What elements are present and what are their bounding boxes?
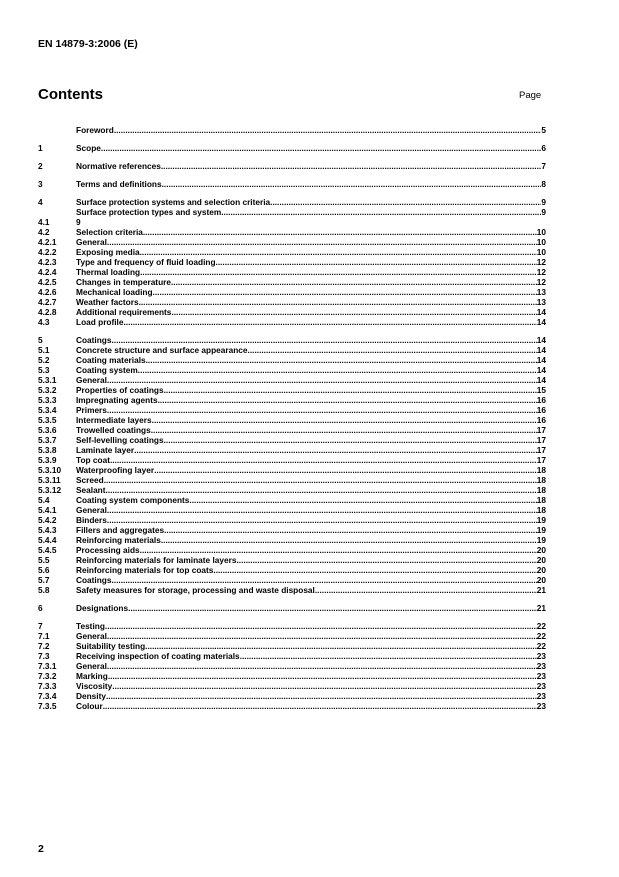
toc-entry-page: 10: [536, 247, 546, 257]
toc-entry-leader: [145, 641, 537, 651]
toc-entry-number: 4.2: [38, 227, 50, 237]
toc-entry-number: 2: [38, 161, 43, 171]
toc-entry-page: 18: [536, 505, 546, 515]
toc-entry[interactable]: [38, 415, 546, 425]
toc-entry-title: 9: [76, 217, 81, 227]
toc-entry-title: Reinforcing materials for laminate layers: [76, 555, 237, 565]
toc-entry-leader: [164, 525, 537, 535]
toc-entry-page: 22: [536, 621, 546, 631]
toc-entry-number: 5.4: [38, 495, 50, 505]
toc-entry-leader: [106, 485, 537, 495]
toc-entry-page: 16: [536, 395, 546, 405]
toc-entry-number: 5.1: [38, 345, 50, 355]
toc-entry-title: Terms and definitions: [76, 179, 162, 189]
page-title: Contents: [38, 86, 103, 103]
toc-entry-title: General: [76, 631, 107, 641]
toc-entry-page: 23: [536, 681, 546, 691]
toc-entry-leader: [105, 621, 537, 631]
toc-entry-page: 20: [536, 575, 546, 585]
toc-entry[interactable]: [38, 143, 546, 153]
toc-entry-leader: [128, 603, 537, 613]
toc-entry-leader: [143, 227, 537, 237]
toc-entry-title: Processing aids: [76, 545, 140, 555]
toc-entry[interactable]: [38, 475, 546, 485]
toc-entry-leader: [162, 179, 542, 189]
toc-entry-leader: [315, 585, 537, 595]
toc-entry-leader: [139, 297, 537, 307]
toc-entry-page: 23: [536, 651, 546, 661]
toc-entry-leader: [134, 445, 537, 455]
toc-entry[interactable]: [38, 585, 546, 595]
toc-entry-leader: [106, 691, 537, 701]
toc-entry-page: 14: [536, 365, 546, 375]
toc-entry-number: 4.1: [38, 217, 50, 227]
toc-entry-page: 10: [536, 227, 546, 237]
toc-entry-page: 5: [541, 125, 546, 135]
toc-entry-title: Changes in temperature: [76, 277, 171, 287]
toc-entry-number: 4: [38, 197, 43, 207]
toc-entry-title: General: [76, 505, 107, 515]
toc-entry-number: 4.2.3: [38, 257, 57, 267]
toc-entry[interactable]: [38, 317, 546, 327]
toc-entry-page: 14: [536, 345, 546, 355]
toc-entry-title: Fillers and aggregates: [76, 525, 165, 535]
toc-entry[interactable]: [38, 435, 546, 445]
toc-entry-leader: [140, 247, 537, 257]
toc-entry-leader: [112, 335, 537, 345]
toc-entry-number: 5: [38, 335, 43, 345]
toc-entry-leader: [101, 143, 541, 153]
toc-entry-title: Testing: [76, 621, 105, 631]
toc-entry-page: 16: [536, 405, 546, 415]
toc-entry-leader: [112, 575, 537, 585]
toc-entry-title: Foreword: [76, 125, 114, 135]
toc-entry-leader: [248, 345, 537, 355]
toc-entry[interactable]: [38, 365, 546, 375]
toc-entry-page: 19: [536, 525, 546, 535]
toc-entry-page: 14: [536, 317, 546, 327]
toc-entry-title: Coating materials: [76, 355, 146, 365]
toc-entry-title: Exposing media: [76, 247, 140, 257]
toc-entry-leader: [171, 307, 536, 317]
toc-entry-page: 18: [536, 475, 546, 485]
toc-entry-page: 23: [536, 661, 546, 671]
toc-entry-number: 7.3.4: [38, 691, 57, 701]
toc-entry-leader: [107, 631, 537, 641]
toc-entry-leader: [216, 257, 537, 267]
toc-entry-title: Viscosity: [76, 681, 113, 691]
toc-entry[interactable]: [38, 701, 546, 711]
toc-entry[interactable]: [38, 465, 546, 475]
toc-entry-page: 22: [536, 631, 546, 641]
toc-entry[interactable]: [38, 257, 546, 267]
toc-entry[interactable]: [38, 179, 546, 189]
toc-entry[interactable]: [38, 395, 546, 405]
toc-entry-number: 7.3: [38, 651, 50, 661]
toc-entry-leader: [138, 365, 537, 375]
toc-entry-leader: [107, 375, 537, 385]
toc-entry-leader: [171, 277, 537, 287]
toc-entry-leader: [114, 125, 542, 135]
toc-entry-page: 19: [536, 535, 546, 545]
toc-entry[interactable]: [38, 335, 546, 345]
toc-entry[interactable]: [38, 247, 546, 257]
toc-entry[interactable]: [38, 355, 546, 365]
toc-entry[interactable]: [38, 621, 546, 631]
toc-entry-page: 14: [536, 335, 546, 345]
toc-entry-page: 22: [536, 641, 546, 651]
toc-entry-title: Laminate layer: [76, 445, 135, 455]
toc-entry-page: 12: [536, 277, 546, 287]
toc-entry-page: 10: [536, 237, 546, 247]
toc-entry[interactable]: [38, 485, 546, 495]
toc-entry[interactable]: [38, 237, 546, 247]
toc-entry-leader: [103, 701, 537, 711]
toc-entry-page: 15: [536, 385, 546, 395]
toc-entry[interactable]: [38, 575, 546, 585]
toc-entry-number: 5.3.1: [38, 375, 57, 385]
toc-entry-number: 5.3.4: [38, 405, 57, 415]
toc-entry-leader: [140, 545, 537, 555]
toc-entry-page: 21: [536, 603, 546, 613]
toc-entry-page: 9: [541, 207, 546, 217]
toc-entry-title: General: [76, 375, 107, 385]
toc-entry-number: 5.4.3: [38, 525, 57, 535]
toc-entry-number: 5.4.5: [38, 545, 57, 555]
toc-entry[interactable]: [38, 525, 546, 535]
toc-entry-leader: [107, 661, 537, 671]
toc-entry-page: 21: [536, 585, 546, 595]
toc-entry[interactable]: [38, 217, 546, 227]
toc-entry-page: 12: [536, 257, 546, 267]
toc-entry-leader: [236, 555, 536, 565]
document-header: EN 14879-3:2006 (E): [38, 38, 138, 50]
toc-entry[interactable]: [38, 297, 546, 307]
toc-entry-leader: [213, 565, 536, 575]
toc-entry-title: Receiving inspection of coating materials: [76, 651, 240, 661]
toc-entry[interactable]: [38, 671, 546, 681]
toc-entry-title: General: [76, 661, 107, 671]
toc-entry-title: Top coat: [76, 455, 110, 465]
toc-entry-title: Colour: [76, 701, 103, 711]
toc-entry-title: Intermediate layers: [76, 415, 152, 425]
toc-entry-page: 13: [536, 287, 546, 297]
toc-entry-leader: [104, 475, 537, 485]
toc-entry-number: 5.3.6: [38, 425, 57, 435]
toc-entry-page: 23: [536, 671, 546, 681]
toc-entry-number: 4.2.2: [38, 247, 57, 257]
toc-entry-number: 5.3.5: [38, 415, 57, 425]
toc-entry-title: Additional requirements: [76, 307, 172, 317]
toc-entry-number: 7.3.2: [38, 671, 57, 681]
toc-entry-title: Trowelled coatings: [76, 425, 151, 435]
toc-entry-title: Binders: [76, 515, 107, 525]
toc-entry[interactable]: [38, 641, 546, 651]
toc-entry-page: 20: [536, 545, 546, 555]
toc-entry-number: 5.6: [38, 565, 50, 575]
toc-entry[interactable]: [38, 535, 546, 545]
toc-entry[interactable]: [38, 287, 546, 297]
toc-entry-page: 20: [536, 565, 546, 575]
toc-entry[interactable]: [38, 495, 546, 505]
toc-entry-title: Self-levelling coatings: [76, 435, 164, 445]
toc-entry[interactable]: [38, 425, 546, 435]
toc-entry-leader: [107, 515, 537, 525]
toc-entry[interactable]: [38, 631, 546, 641]
toc-entry-number: 4.3: [38, 317, 50, 327]
toc-entry[interactable]: [38, 161, 546, 171]
toc-entry-title: Thermal loading: [76, 267, 141, 277]
toc-entry-number: 3: [38, 179, 43, 189]
toc-entry-number: 5.3: [38, 365, 50, 375]
toc-entry-title: Waterproofing layer: [76, 465, 155, 475]
toc-entry-title: Designations: [76, 603, 129, 613]
toc-entry-page: 14: [536, 375, 546, 385]
toc-entry-number: 4.2.5: [38, 277, 57, 287]
toc-entry-title: Coating system: [76, 365, 138, 375]
toc-entry-title: Reinforcing materials for top coats: [76, 565, 214, 575]
toc-entry-page: 17: [536, 435, 546, 445]
toc-entry[interactable]: [38, 691, 546, 701]
toc-entry-leader: [161, 161, 542, 171]
toc-entry-number: 5.3.12: [38, 485, 62, 495]
toc-entry-leader: [108, 671, 537, 681]
toc-entry-leader: [110, 455, 537, 465]
toc-entry[interactable]: [38, 405, 546, 415]
toc-entry-page: 18: [536, 495, 546, 505]
toc-entry-leader: [107, 405, 537, 415]
toc-entry-title: Type and frequency of fluid loading: [76, 257, 216, 267]
toc-entry-number: 4.2.7: [38, 297, 57, 307]
page-number: 2: [38, 843, 44, 855]
toc-entry-number: 7.1: [38, 631, 50, 641]
toc-entry-leader: [161, 535, 537, 545]
toc-entry-number: 7.3.3: [38, 681, 57, 691]
toc-entry-title: Normative references: [76, 161, 161, 171]
toc-entry-leader: [240, 651, 537, 661]
toc-entry[interactable]: [38, 125, 546, 135]
toc-entry-page: 20: [536, 555, 546, 565]
toc-entry-page: 6: [541, 143, 546, 153]
toc-entry-title: Coatings: [76, 575, 112, 585]
toc-entry-page: 23: [536, 701, 546, 711]
toc-entry-title: Properties of coatings: [76, 385, 164, 395]
toc-entry-page: 18: [536, 485, 546, 495]
toc-entry-number: 7.3.1: [38, 661, 57, 671]
toc-entry[interactable]: [38, 345, 546, 355]
toc-entry-leader: [158, 395, 537, 405]
toc-entry-page: 8: [541, 179, 546, 189]
toc-entry[interactable]: [38, 651, 546, 661]
toc-entry-title: Coating system components: [76, 495, 190, 505]
toc-entry[interactable]: [38, 385, 546, 395]
toc-entry-title: General: [76, 237, 107, 247]
toc-entry-page: 17: [536, 455, 546, 465]
toc-entry-number: 5.3.8: [38, 445, 57, 455]
toc-entry-title: Load profile: [76, 317, 124, 327]
toc-entry-title: Impregnating agents: [76, 395, 158, 405]
toc-entry-title: Concrete structure and surface appearance: [76, 345, 248, 355]
toc-entry[interactable]: [38, 505, 546, 515]
toc-entry-page: 23: [536, 691, 546, 701]
toc-entry[interactable]: [38, 267, 546, 277]
toc-entry-title: Sealant: [76, 485, 106, 495]
toc-entry-title: Screed: [76, 475, 104, 485]
toc-entry-title: Surface protection types and system: [76, 207, 222, 217]
toc-entry-number: 5.5: [38, 555, 50, 565]
toc-entry-number: 5.3.3: [38, 395, 57, 405]
toc-entry-number: 7.2: [38, 641, 50, 651]
toc-entry-leader: [164, 385, 537, 395]
toc-entry-leader: [146, 355, 537, 365]
toc-entry-leader: [151, 425, 537, 435]
toc-entry-title: Mechanical loading: [76, 287, 153, 297]
toc-entry-number: 1: [38, 143, 43, 153]
toc-entry-title: Suitability testing: [76, 641, 146, 651]
toc-entry-leader: [123, 317, 536, 327]
toc-entry-page: 7: [541, 161, 546, 171]
toc-entry-title: Reinforcing materials: [76, 535, 161, 545]
toc-entry[interactable]: [38, 197, 546, 207]
toc-entry-page: 17: [536, 445, 546, 455]
toc-entry-number: 5.4.4: [38, 535, 57, 545]
toc-entry-leader: [154, 465, 537, 475]
toc-entry-leader: [140, 267, 537, 277]
toc-entry-number: 5.4.2: [38, 515, 57, 525]
toc-entry-number: 5.7: [38, 575, 50, 585]
toc-entry-number: 5.3.10: [38, 465, 62, 475]
toc-entry-leader: [189, 495, 536, 505]
toc-entry[interactable]: [38, 565, 546, 575]
toc-entry-number: 5.3.9: [38, 455, 57, 465]
toc-entry[interactable]: [38, 375, 546, 385]
toc-entry-title: Primers: [76, 405, 107, 415]
toc-entry-page: 19: [536, 515, 546, 525]
toc-entry-number: 5.2: [38, 355, 50, 365]
toc-entry[interactable]: [38, 681, 546, 691]
toc-entry-leader: [221, 207, 541, 217]
toc-entry-page: 16: [536, 415, 546, 425]
toc-entry-leader: [107, 237, 537, 247]
toc-entry-page: 14: [536, 307, 546, 317]
toc-entry-number: 6: [38, 603, 43, 613]
toc-entry-title: Density: [76, 691, 106, 701]
toc-entry-leader: [107, 505, 537, 515]
toc-entry[interactable]: [38, 515, 546, 525]
toc-entry-title: Marking: [76, 671, 108, 681]
toc-entry-title: Surface protection systems and selection criteria: [76, 197, 271, 207]
toc-entry-title: Safety measures for storage, processing and waste disposal: [76, 585, 315, 595]
toc-entry-page: 17: [536, 425, 546, 435]
toc-entry-title: Coatings: [76, 335, 112, 345]
toc-entry[interactable]: [38, 555, 546, 565]
toc-entry-number: 5.3.2: [38, 385, 57, 395]
toc-entry-number: 4.2.4: [38, 267, 57, 277]
toc-entry[interactable]: [38, 207, 546, 217]
toc-entry-leader: [112, 681, 536, 691]
toc-entry-number: 5.8: [38, 585, 50, 595]
toc-entry-title: Weather factors: [76, 297, 139, 307]
toc-entry-number: 5.4.1: [38, 505, 57, 515]
toc-entry-leader: [270, 197, 541, 207]
toc-entry-page: 9: [541, 197, 546, 207]
toc-entry-number: 7.3.5: [38, 701, 57, 711]
toc-entry[interactable]: [38, 277, 546, 287]
toc-entry-number: 4.2.8: [38, 307, 57, 317]
page-column-label: Page: [519, 90, 542, 101]
toc-entry-number: 4.2.1: [38, 237, 57, 247]
toc-entry-number: 5.3.11: [38, 475, 61, 485]
toc-entry-page: 18: [536, 465, 546, 475]
toc-entry-title: Selection criteria: [76, 227, 143, 237]
toc-entry-leader: [153, 287, 537, 297]
table-of-contents: [38, 125, 546, 711]
toc-entry-leader: [164, 435, 537, 445]
toc-entry[interactable]: [38, 445, 546, 455]
toc-entry-number: 5.3.7: [38, 435, 57, 445]
toc-entry[interactable]: [38, 661, 546, 671]
toc-entry[interactable]: [38, 227, 546, 237]
toc-entry-number: 7: [38, 621, 43, 631]
toc-entry-page: 14: [536, 355, 546, 365]
toc-entry-title: Scope: [76, 143, 101, 153]
toc-entry-leader: [152, 415, 537, 425]
toc-entry[interactable]: [38, 455, 546, 465]
toc-entry[interactable]: [38, 307, 546, 317]
toc-entry-number: 4.2.6: [38, 287, 57, 297]
toc-entry-page: 12: [536, 267, 546, 277]
toc-entry[interactable]: [38, 545, 546, 555]
toc-entry-page: 13: [536, 297, 546, 307]
toc-entry[interactable]: [38, 603, 546, 613]
